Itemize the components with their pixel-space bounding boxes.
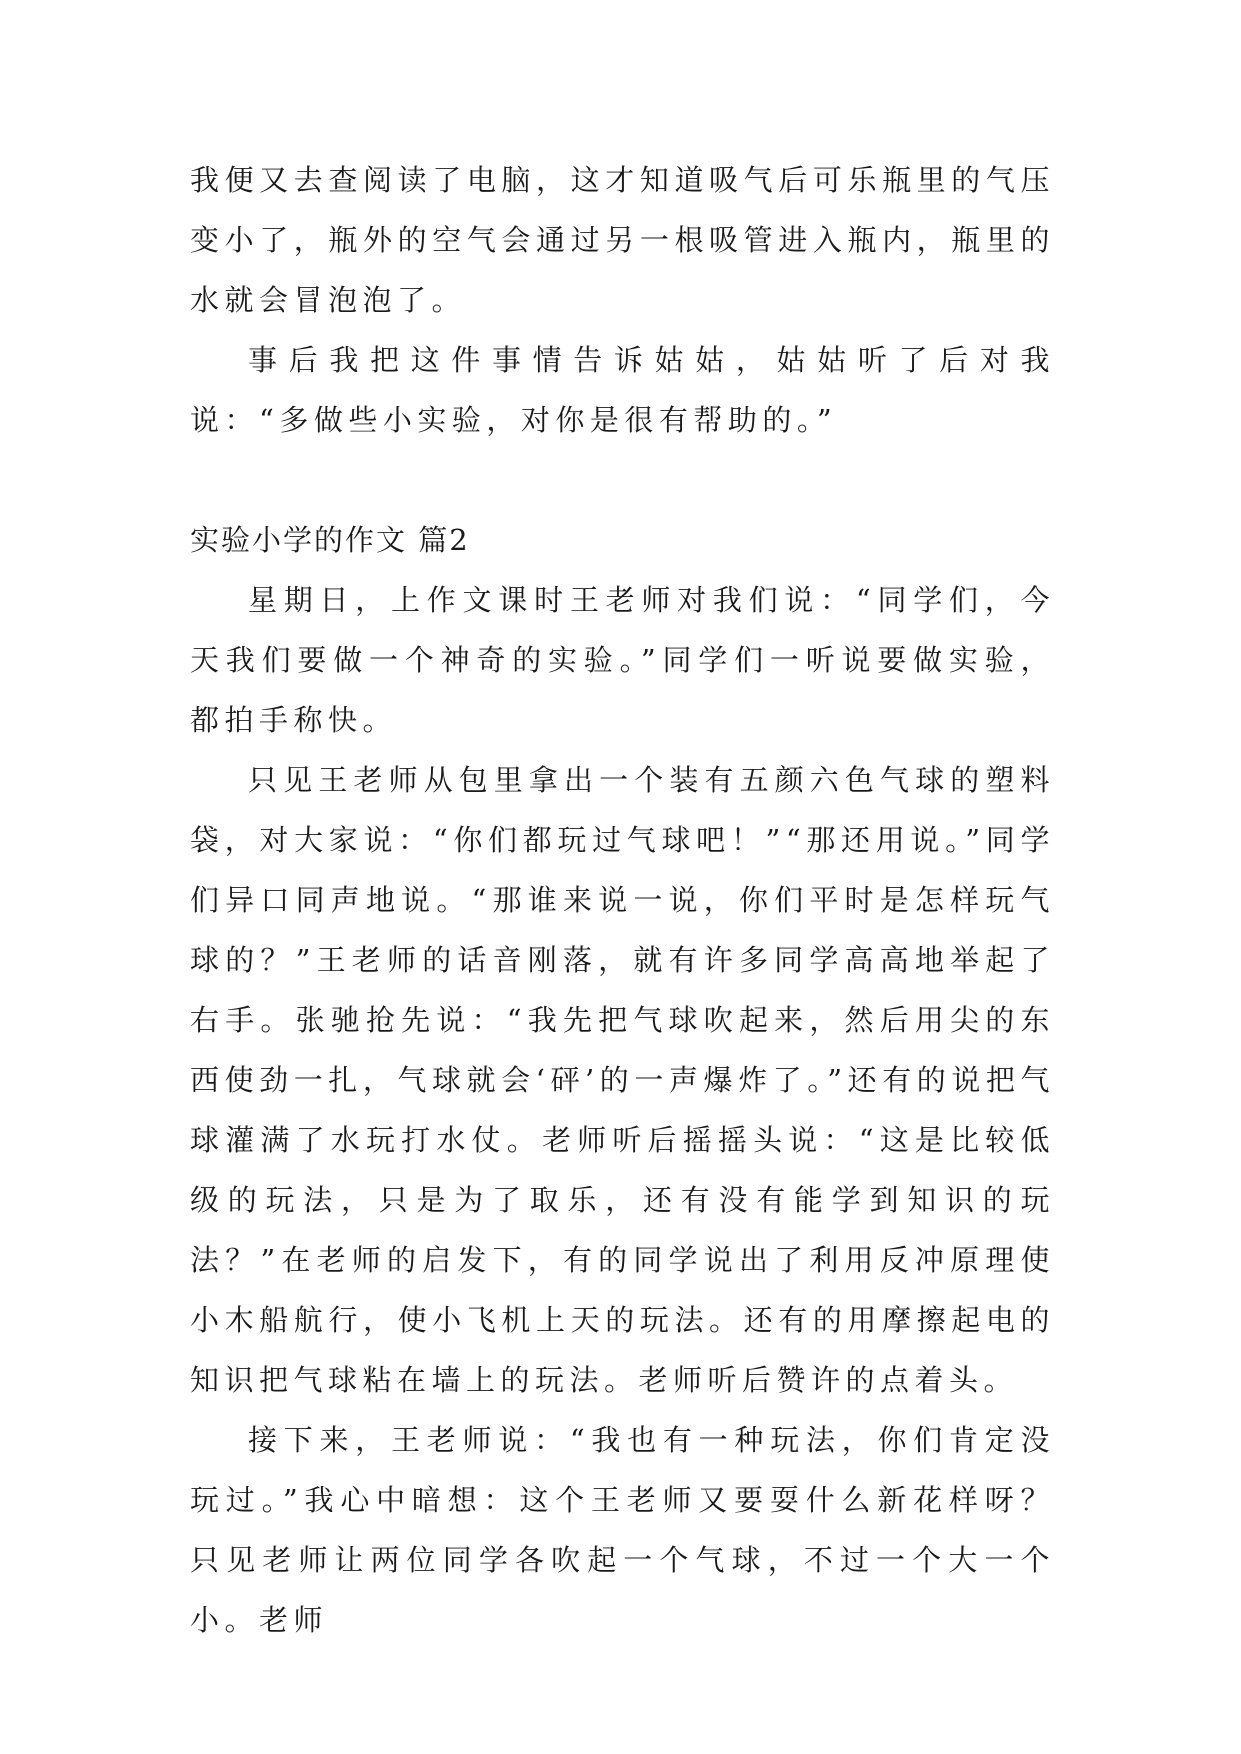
paragraph: 接下来，王老师说：“我也有一种玩法，你们肯定没玩过。”我心中暗想：这个王老师又要耍什么新花样呀？只见老师让两位同学各吹起一个气球，不过一个大一个小。老师 — [190, 1423, 1055, 1637]
section-title: 实验小学的作文 篇2 — [190, 523, 470, 557]
paragraph: 星期日，上作文课时王老师对我们说：“同学们，今天我们要做一个神奇的实验。”同学们一听说要做实验，都拍手称快。 — [190, 583, 1055, 737]
section-gap — [190, 450, 1055, 510]
document-page — [190, 150, 1055, 1650]
paragraph-continuation: 我便又去查阅读了电脑，这才知道吸气后可乐瓶里的气压变小了，瓶外的空气会通过另一根吸管进入瓶内，瓶里的水就会冒泡泡了。 — [190, 163, 1055, 317]
paragraph: 事后我把这件事情告诉姑姑，姑姑听了后对我说：“多做些小实验，对你是很有帮助的。” — [190, 343, 1055, 437]
paragraph: 只见王老师从包里拿出一个装有五颜六色气球的塑料袋，对大家说：“你们都玩过气球吧！”“那还用说。”同学们异口同声地说。“那谁来说一说，你们平时是怎样玩气球的？”王老师的话音刚落，就有许多同学高高地举起了右手。张驰抢先说：“我先把气球吹起来，然后用尖的东西使劲一扎，气球就会‘砰’的一声爆炸了。”还有的说把气球灌满了水玩打水仗。老师听后摇摇头说：“这是比较低级的玩法，只是为了取乐，还有没有能学到知识的玩法？”在老师的启发下，有的同学说出了利用反冲原理使小木船航行，使小飞机上天的玩法。还有的用摩擦起电的知识把气球粘在墙上的玩法。老师听后赞许的点着头。 — [190, 763, 1055, 1397]
